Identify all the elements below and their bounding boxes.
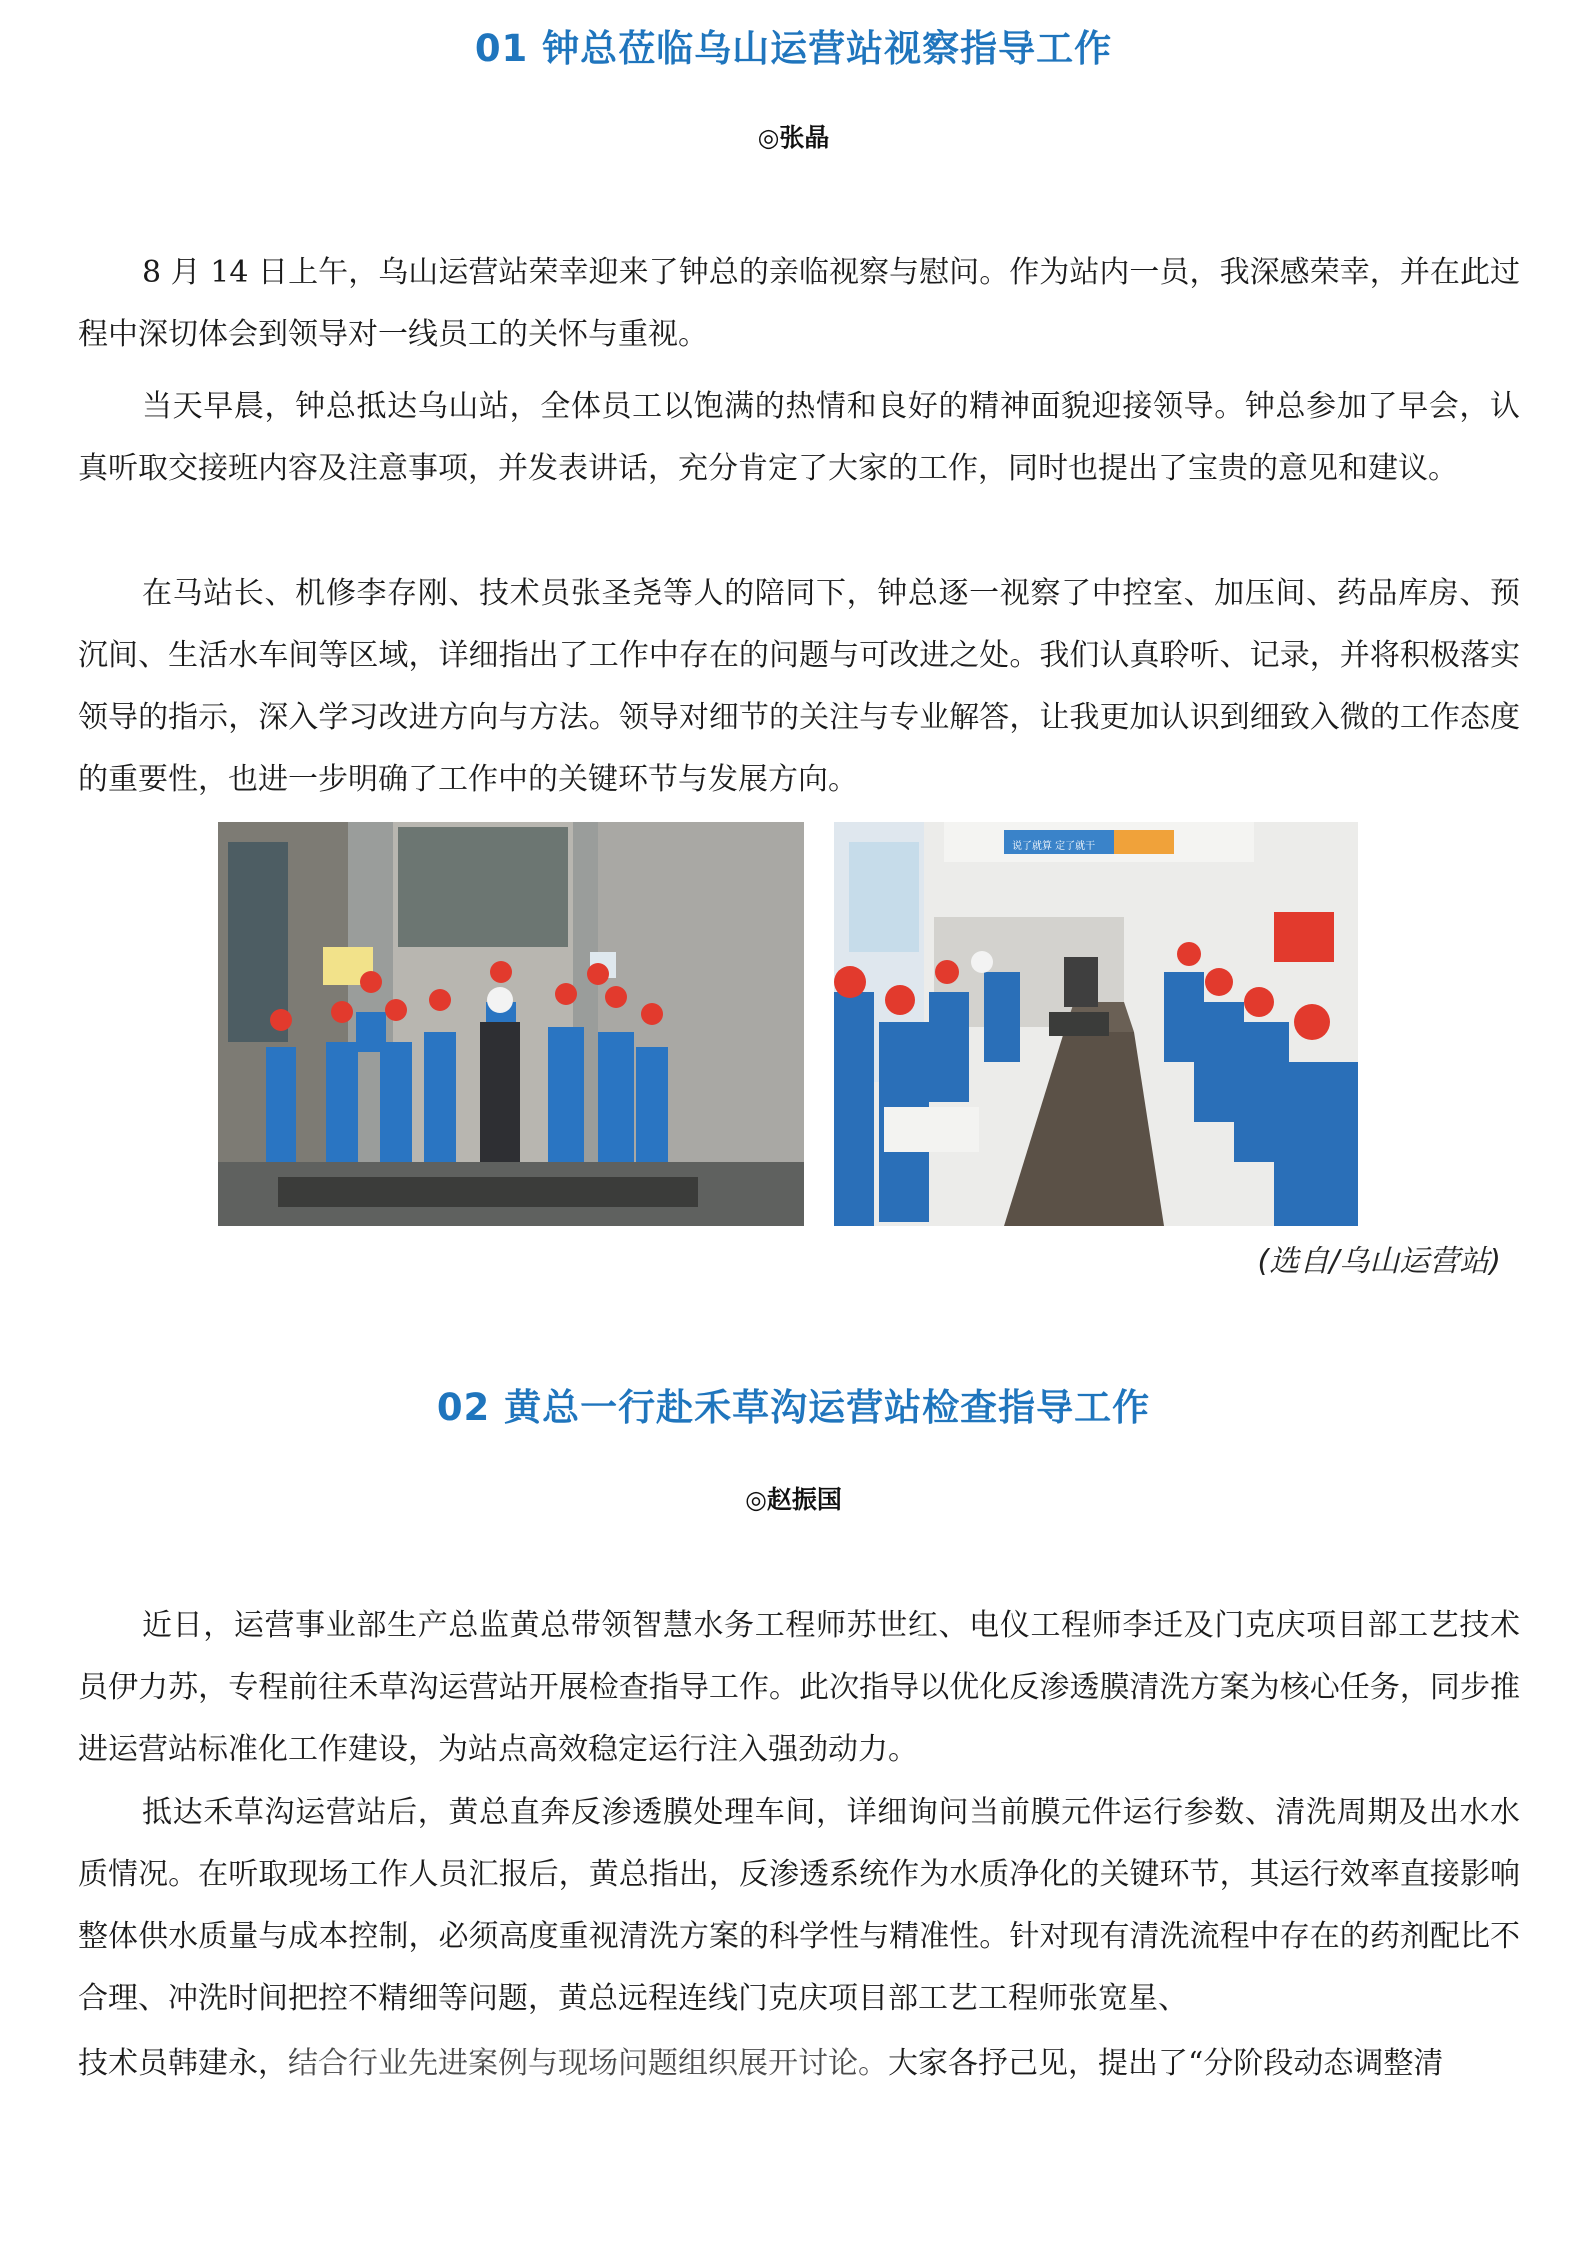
meeting-photo-indoor [834,822,1358,1226]
section1-paragraph-1: 8 月 14 日上午，乌山运营站荣幸迎来了钟总的亲临视察与慰问。作为站内一员，我深感荣幸，并在此过程中深切体会到领导对一线员工的关怀与重视。 [78,255,1520,352]
photo-sign-text: 说了就算 定了就干 [1012,841,1096,852]
photo-caption: (选自/乌山运营站) [1257,1244,1501,1279]
section1-paragraph-3: 在马站长、机修李存刚、技术员张圣尧等人的陪同下，钟总逐一视察了中控室、加压间、药品库房、预沉间、生活水车间等区域，详细指出了工作中存在的问题与可改进之处。我们认真聆听、记录，并将积极落实领导的指示，深入学习改进方向与方法。领导对细节的关注与专业解答，让我更加认识到细致入微的工作态度的重要性，也进一步明确了工作中的关键环节与发展方向。 [78,576,1520,797]
last-line-part-c: 大家各抒己见，提出了“分阶段动态调整清 [888,2046,1444,2081]
group-photo-outdoor [218,822,804,1226]
section2-last-line [78,2033,1520,2095]
section2-title: 02 黄总一行赴禾草沟运营站检查指导工作 [436,1386,1151,1429]
section2-paragraph-1: 近日，运营事业部生产总监黄总带领智慧水务工程师苏世红、电仪工程师李迁及门克庆项目部工艺技术员伊力苏，专程前往禾草沟运营站开展检查指导工作。此次指导以优化反渗透膜清洗方案为核心任务，同步推进运营站标准化工作建设，为站点高效稳定运行注入强劲动力。 [78,1608,1520,1767]
section2-paragraph-2: 抵达禾草沟运营站后，黄总直奔反渗透膜处理车间，详细询问当前膜元件运行参数、清洗周期及出水水质情况。在听取现场工作人员汇报后，黄总指出，反渗透系统作为水质净化的关键环节，其运行效率直接影响整体供水质量与成本控制，必须高度重视清洗方案的科学性与精准性。针对现有清洗流程中存在的药剂配比不合理、冲洗时间把控不精细等问题，黄总远程连线门克庆项目部工艺工程师张宽星、 [78,1795,1520,2016]
meeting-photo-indoor-image [834,822,1358,1226]
section1-author: ◎张晶 [757,123,830,152]
section1-title: 01 钟总莅临乌山运营站视察指导工作 [474,27,1113,70]
last-line-part-a: 技术员韩建永， [78,2046,288,2081]
section1-paragraph-2: 当天早晨，钟总抵达乌山站，全体员工以饱满的热情和良好的精神面貌迎接领导。钟总参加了早会，认真听取交接班内容及注意事项，并发表讲话，充分肯定了大家的工作，同时也提出了宝贵的意见和建议。 [78,389,1520,486]
last-line-part-b: 结合行业先进案例与现场问题组织展开讨论。 [288,2046,888,2081]
section2-author: ◎赵振国 [745,1485,842,1514]
group-photo-outdoor-image [218,822,804,1226]
